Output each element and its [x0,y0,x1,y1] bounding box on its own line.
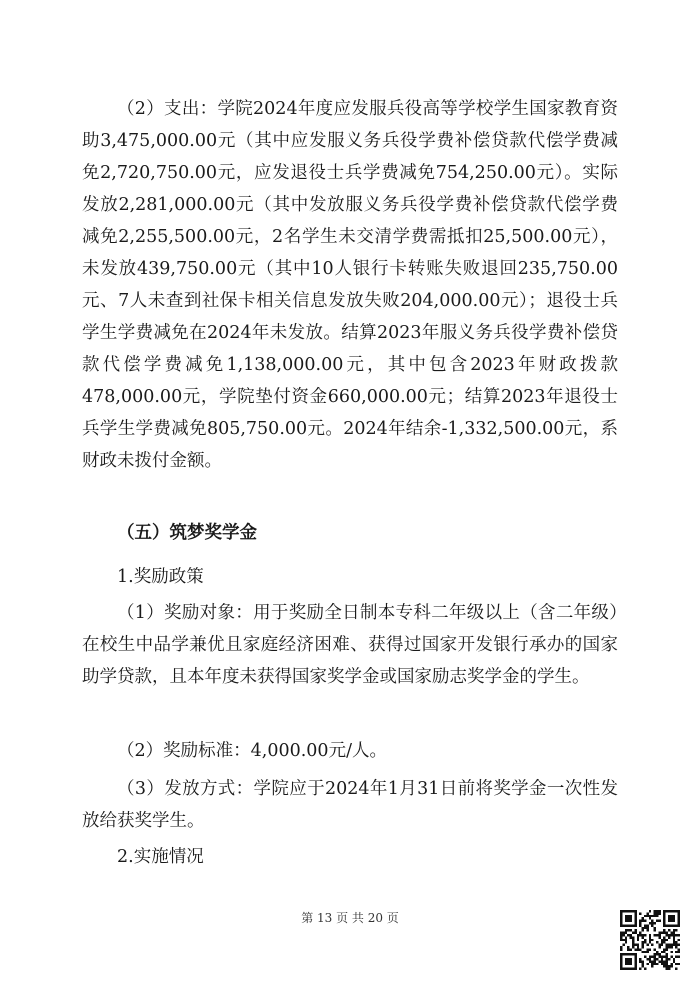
target-section [82,597,618,693]
standard-paragraph: （2）奖励标准：4,000.00元/人。 [117,741,387,761]
target-paragraph: （1）奖励对象：用于奖励全日制本专科二年级以上（含二年级）在校生中品学兼优且家庭经济困难、获得过国家开发银行承办的国家助学贷款，且本年度未获得国家奖学金或国家励志奖学金的学生。 [82,603,618,687]
section-five-heading: （五）筑梦奖学金 [117,523,257,543]
method-paragraph: （3）发放方式：学院应于2024年1月31日前将奖学金一次性发放给获奖学生。 [82,779,618,831]
policy-heading: 1.奖励政策 [117,567,204,587]
standard-section [82,735,618,767]
method-section [82,773,618,837]
expenditure-paragraph: （2）支出：学院2024年度应发服兵役高等学校学生国家教育资助3,475,000.00元（其中应发服义务兵役学费补偿贷款代偿学费减免2,720,750.00元，应发退役士兵学费减免754,250.00元）。实际发放2,281,000.00元（其中发放服义务兵役学费补偿贷款代偿学费减免2,255,500.00元，2名学生未交清学费需抵扣25,500.00元），未发放439,750.00元（其中10人银行卡转账失败退回235,750.00元、7人未查到社保卡相关信息发放失败204,000.00元）；退役士兵学生学费减免在2024年未发放。结算2023年服义务兵役学费补偿贷款代偿学费减免1,138,000.00元，其中包含2023年财政拨款478,000.00元，学院垫付资金660,000.00元；结算2023年退役士兵学生学费减免805,750.00元。2024年结余-1,332,500.00元，系财政未拨付金额。 [82,99,618,471]
qr-code-icon [620,910,680,970]
implementation-heading: 2.实施情况 [117,847,204,867]
expenditure-section [82,93,618,477]
page-number: 第 13 页 共 20 页 [301,911,399,925]
